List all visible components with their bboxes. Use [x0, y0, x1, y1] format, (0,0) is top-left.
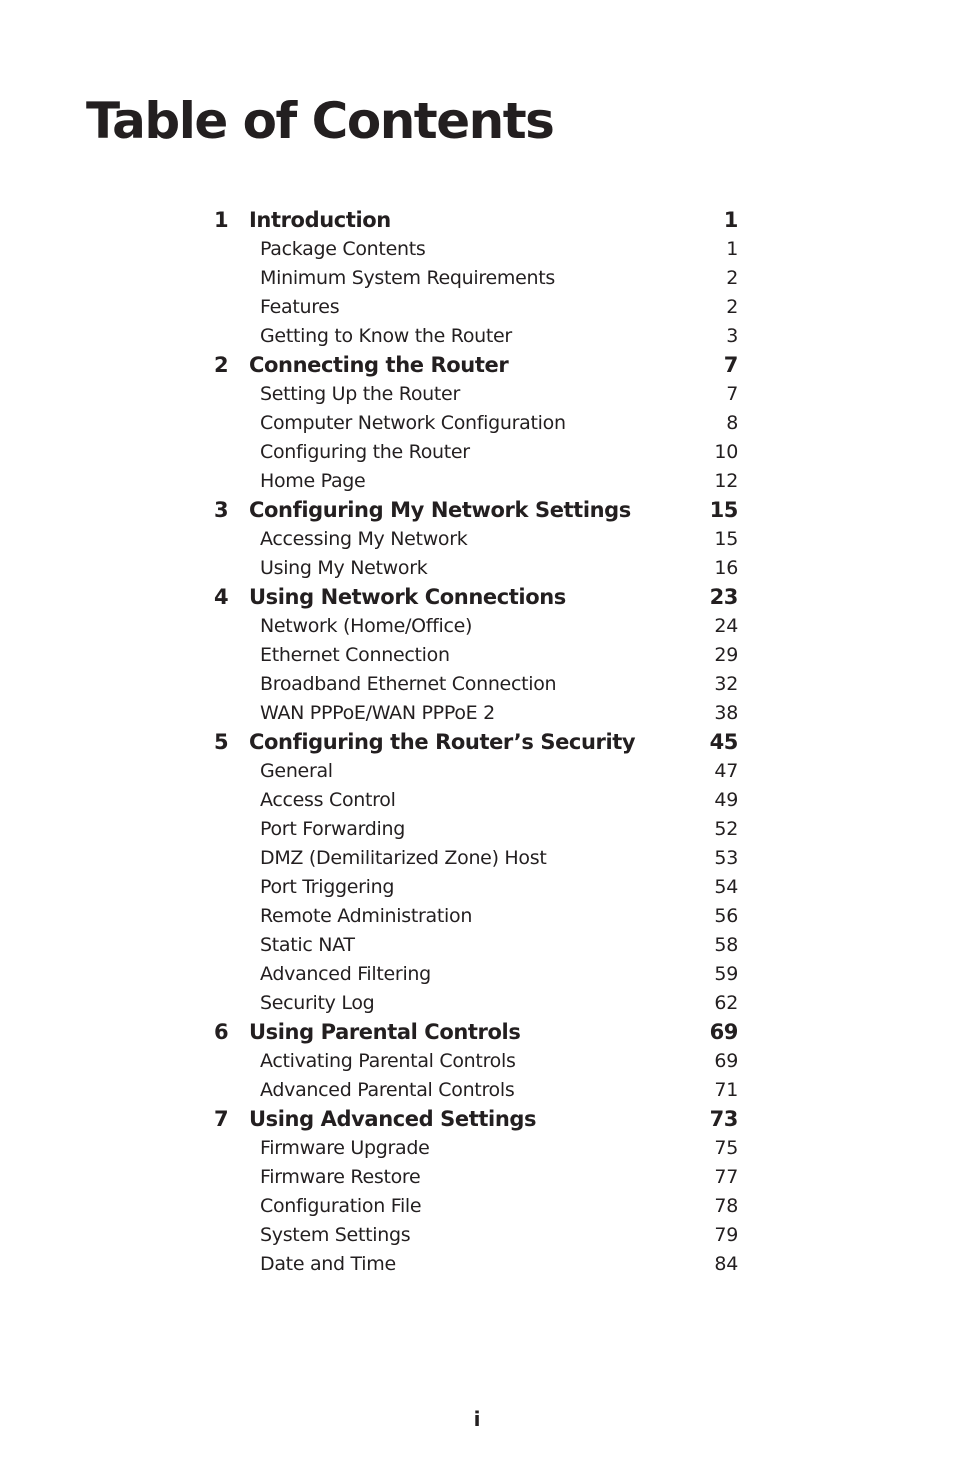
toc-section-entry[interactable]: [214, 235, 738, 264]
section-page-number: 24: [714, 615, 738, 637]
toc-chapter-entry[interactable]: [214, 496, 738, 525]
chapter-title: Configuring the Router’s Security: [249, 730, 636, 754]
section-page-number: 47: [714, 760, 738, 782]
toc-section-entry[interactable]: [214, 844, 738, 873]
section-title: Firmware Upgrade: [260, 1137, 430, 1159]
section-page-number: 15: [714, 528, 738, 550]
section-title: Getting to Know the Router: [260, 325, 512, 347]
chapter-page-number: 23: [709, 585, 738, 609]
toc-chapter-entry[interactable]: [214, 351, 738, 380]
section-title: Minimum System Requirements: [260, 267, 555, 289]
toc-section-entry[interactable]: [214, 1250, 738, 1279]
toc-section-entry[interactable]: [214, 1221, 738, 1250]
toc-section-entry[interactable]: [214, 699, 738, 728]
toc-section-entry[interactable]: [214, 438, 738, 467]
chapter-number: 5: [214, 730, 229, 754]
toc-section-entry[interactable]: [214, 902, 738, 931]
section-page-number: 58: [714, 934, 738, 956]
toc-section-entry[interactable]: [214, 264, 738, 293]
toc-section-entry[interactable]: [214, 322, 738, 351]
section-title: Activating Parental Controls: [260, 1050, 516, 1072]
toc-section-entry[interactable]: [214, 409, 738, 438]
section-title: Home Page: [260, 470, 366, 492]
section-page-number: 84: [714, 1253, 738, 1275]
chapter-title: Using Parental Controls: [249, 1020, 521, 1044]
chapter-page-number: 15: [709, 498, 738, 522]
section-page-number: 49: [714, 789, 738, 811]
toc-section-entry[interactable]: [214, 989, 738, 1018]
toc-section-entry[interactable]: [214, 467, 738, 496]
toc-section-entry[interactable]: [214, 786, 738, 815]
chapter-title: Connecting the Router: [249, 353, 509, 377]
section-title: Accessing My Network: [260, 528, 468, 550]
section-page-number: 62: [714, 992, 738, 1014]
section-page-number: 12: [714, 470, 738, 492]
section-page-number: 78: [714, 1195, 738, 1217]
toc-section-entry[interactable]: [214, 873, 738, 902]
toc-section-entry[interactable]: [214, 670, 738, 699]
section-page-number: 52: [714, 818, 738, 840]
chapter-number: 7: [214, 1107, 229, 1131]
section-page-number: 32: [714, 673, 738, 695]
chapter-title: Introduction: [249, 208, 391, 232]
chapter-page-number: 7: [723, 353, 738, 377]
section-title: DMZ (Demilitarized Zone) Host: [260, 847, 547, 869]
section-title: System Settings: [260, 1224, 411, 1246]
section-title: Port Forwarding: [260, 818, 405, 840]
section-page-number: 2: [726, 267, 738, 289]
toc-section-entry[interactable]: [214, 554, 738, 583]
section-page-number: 10: [714, 441, 738, 463]
section-title: Features: [260, 296, 340, 318]
chapter-page-number: 73: [709, 1107, 738, 1131]
section-title: Computer Network Configuration: [260, 412, 566, 434]
section-page-number: 53: [714, 847, 738, 869]
section-page-number: 56: [714, 905, 738, 927]
section-page-number: 71: [714, 1079, 738, 1101]
section-title: Firmware Restore: [260, 1166, 421, 1188]
section-title: Advanced Filtering: [260, 963, 431, 985]
chapter-number: 2: [214, 353, 229, 377]
toc-chapter-entry[interactable]: [214, 583, 738, 612]
section-page-number: 75: [714, 1137, 738, 1159]
toc-section-entry[interactable]: [214, 815, 738, 844]
toc-section-entry[interactable]: [214, 1076, 738, 1105]
page-title: Table of Contents: [86, 92, 554, 150]
section-title: Security Log: [260, 992, 375, 1014]
toc-section-entry[interactable]: [214, 1163, 738, 1192]
toc-section-entry[interactable]: [214, 931, 738, 960]
section-page-number: 1: [726, 238, 738, 260]
chapter-page-number: 45: [709, 730, 738, 754]
section-page-number: 54: [714, 876, 738, 898]
section-title: Setting Up the Router: [260, 383, 460, 405]
section-page-number: 3: [726, 325, 738, 347]
section-page-number: 8: [726, 412, 738, 434]
section-page-number: 2: [726, 296, 738, 318]
section-title: Configuring the Router: [260, 441, 470, 463]
table-of-contents: [214, 206, 738, 1279]
section-page-number: 7: [726, 383, 738, 405]
section-title: Remote Administration: [260, 905, 473, 927]
section-page-number: 79: [714, 1224, 738, 1246]
section-title: WAN PPPoE/WAN PPPoE 2: [260, 702, 495, 724]
toc-section-entry[interactable]: [214, 293, 738, 322]
toc-section-entry[interactable]: [214, 641, 738, 670]
section-title: General: [260, 760, 333, 782]
section-title: Advanced Parental Controls: [260, 1079, 515, 1101]
section-page-number: 16: [714, 557, 738, 579]
section-page-number: 77: [714, 1166, 738, 1188]
section-title: Package Contents: [260, 238, 426, 260]
toc-section-entry[interactable]: [214, 380, 738, 409]
toc-chapter-entry[interactable]: [214, 1105, 738, 1134]
chapter-number: 1: [214, 208, 229, 232]
toc-section-entry[interactable]: [214, 960, 738, 989]
section-title: Using My Network: [260, 557, 428, 579]
toc-chapter-entry[interactable]: [214, 1018, 738, 1047]
toc-section-entry[interactable]: [214, 1134, 738, 1163]
toc-section-entry[interactable]: [214, 525, 738, 554]
section-title: Broadband Ethernet Connection: [260, 673, 557, 695]
chapter-number: 3: [214, 498, 229, 522]
page-number: i: [473, 1407, 481, 1431]
chapter-number: 4: [214, 585, 229, 609]
chapter-title: Using Advanced Settings: [249, 1107, 537, 1131]
toc-chapter-entry[interactable]: [214, 206, 738, 235]
section-title: Access Control: [260, 789, 396, 811]
section-title: Network (Home/Office): [260, 615, 473, 637]
section-title: Configuration File: [260, 1195, 422, 1217]
chapter-number: 6: [214, 1020, 229, 1044]
toc-section-entry[interactable]: [214, 612, 738, 641]
chapter-title: Configuring My Network Settings: [249, 498, 631, 522]
section-title: Ethernet Connection: [260, 644, 450, 666]
section-page-number: 38: [714, 702, 738, 724]
toc-section-entry[interactable]: [214, 757, 738, 786]
chapter-page-number: 69: [709, 1020, 738, 1044]
section-page-number: 29: [714, 644, 738, 666]
section-title: Static NAT: [260, 934, 355, 956]
section-page-number: 69: [714, 1050, 738, 1072]
toc-chapter-entry[interactable]: [214, 728, 738, 757]
chapter-page-number: 1: [723, 208, 738, 232]
section-title: Date and Time: [260, 1253, 396, 1275]
toc-section-entry[interactable]: [214, 1192, 738, 1221]
section-title: Port Triggering: [260, 876, 395, 898]
chapter-title: Using Network Connections: [249, 585, 566, 609]
section-page-number: 59: [714, 963, 738, 985]
toc-section-entry[interactable]: [214, 1047, 738, 1076]
